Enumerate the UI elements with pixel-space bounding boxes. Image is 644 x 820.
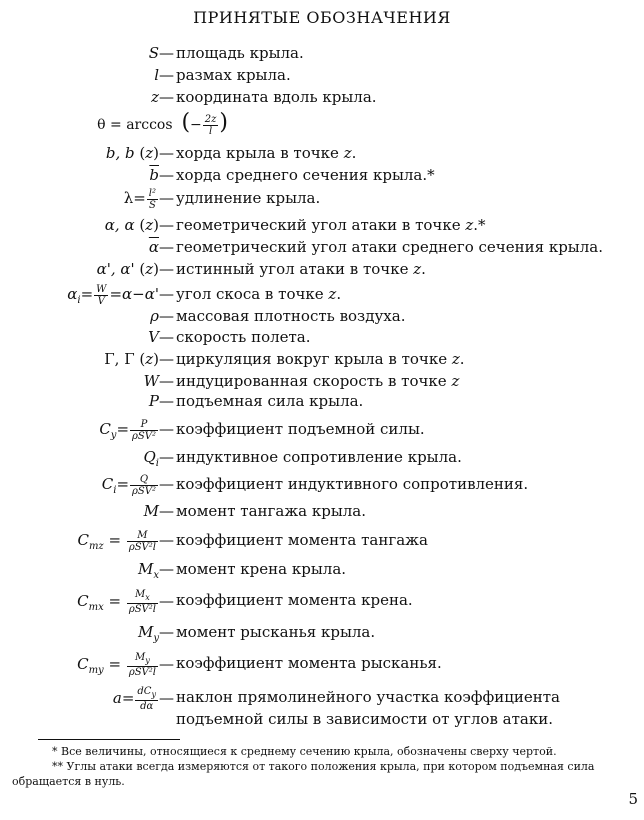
symbol: W— xyxy=(143,372,174,390)
description: индуктивное сопротивление крыла. xyxy=(176,448,462,466)
description: индуцированная скорость в точке z xyxy=(176,372,460,390)
entry-row xyxy=(0,326,644,348)
symbol: $C_i=$ $\frac{Q}{\text{ρSV²}}$ — xyxy=(101,473,174,497)
symbol: l— xyxy=(154,66,174,84)
entry-row xyxy=(0,42,644,64)
symbol: λ= $\frac{\text{l²}}{S}$ — xyxy=(123,187,174,211)
symbol: $M_y—$ xyxy=(137,623,174,644)
entry-row xyxy=(0,112,644,142)
symbol: V— xyxy=(148,328,174,346)
description: угол скоса в точке z. xyxy=(176,285,342,303)
symbol: θ = arccos (− $\frac{2z}{l}$ ) xyxy=(97,110,228,137)
symbol: z— xyxy=(151,88,174,106)
description: геометрический угол атаки среднего сечения крыла. xyxy=(176,238,603,256)
description: координата вдоль крыла. xyxy=(176,88,377,106)
entry-row xyxy=(0,418,644,440)
description: истинный угол атаки в точке z. xyxy=(176,260,426,278)
entry-row xyxy=(0,305,644,327)
entry-row xyxy=(0,64,644,86)
symbol: $\alpha_i=$ $\frac{W}{V}$ =α−α'— xyxy=(67,283,174,307)
symbol: α', α' (z)— xyxy=(96,260,174,278)
entry-row xyxy=(0,621,644,643)
footnote: * Все величины, относящиеся к среднему сечению крыла, обозначены сверху чертой. xyxy=(52,745,557,758)
description: момент тангажа крыла. xyxy=(176,502,367,520)
symbol: a= $\frac{dC_y}{d\alpha}$ — xyxy=(112,686,174,712)
entry-row xyxy=(0,258,644,280)
entry-row xyxy=(0,283,644,305)
symbol: $M_x—$ xyxy=(138,560,174,581)
symbol: $C_{mz}$ = $\frac{M}{\text{ρSV²l}}$ — xyxy=(77,529,174,553)
symbol: $\overline{b}—$ xyxy=(149,166,174,184)
entry-row xyxy=(0,214,644,236)
description: момент рысканья крыла. xyxy=(176,623,376,641)
symbol: $C_y=$ $\frac{P}{\text{ρSV²}}$ — xyxy=(99,418,174,442)
symbol: ρ— xyxy=(150,307,174,325)
symbol: $C_{mx}$ = $\frac{M_x}{\text{ρSV²l}}$ — xyxy=(77,589,174,615)
description: геометрический угол атаки в точке z.* xyxy=(176,216,486,234)
description: момент крена крыла. xyxy=(176,560,347,578)
entry-row xyxy=(0,236,644,258)
entry-row xyxy=(0,652,644,678)
entry-row xyxy=(0,446,644,468)
description: площадь крыла. xyxy=(176,44,304,62)
symbol: b, b (z)— xyxy=(105,144,174,162)
description: наклон прямолинейного участка коэффициента подъемной силы в зависимости от углов атаки. xyxy=(176,688,561,728)
footnote: ** Углы атаки всегда измеряются от такого положения крыла, при котором подъемная сила обращается в нуль. xyxy=(12,760,595,788)
symbol: $\overline{\alpha}—$ xyxy=(148,238,174,256)
description: удлинение крыла. xyxy=(176,189,321,207)
entry-row xyxy=(0,686,644,734)
entry-row xyxy=(0,473,644,495)
entry-row xyxy=(0,187,644,209)
symbol: Γ, Γ (z)— xyxy=(104,350,174,368)
description: коэффициент момента тангажа xyxy=(176,531,428,549)
symbol: $Q_i—$ xyxy=(143,448,174,469)
page-title: ПРИНЯТЫЕ ОБОЗНАЧЕНИЯ xyxy=(193,8,451,27)
entry-row xyxy=(0,370,644,392)
footnote-divider xyxy=(38,739,180,740)
symbol: α, α (z)— xyxy=(104,216,174,234)
description: хорда среднего сечения крыла.* xyxy=(176,166,435,184)
page-number: 5 xyxy=(628,790,638,808)
entry-row xyxy=(0,500,644,522)
description: массовая плотность воздуха. xyxy=(176,307,406,325)
entry-row xyxy=(0,529,644,551)
symbol: M— xyxy=(143,502,174,520)
description: коэффициент индуктивного сопротивления. xyxy=(176,475,529,493)
entry-row xyxy=(0,558,644,580)
entry-row xyxy=(0,390,644,412)
symbol: $C_{my}$ = $\frac{M_y}{\text{ρSV²l}}$ — xyxy=(77,652,174,678)
description: подъемная сила крыла. xyxy=(176,392,364,410)
description: коэффициент подъемной силы. xyxy=(176,420,425,438)
description: циркуляция вокруг крыла в точке z. xyxy=(176,350,465,368)
description: хорда крыла в точке z. xyxy=(176,144,357,162)
description: размах крыла. xyxy=(176,66,291,84)
symbol: S— xyxy=(148,44,174,62)
entry-row xyxy=(0,164,644,186)
entry-row xyxy=(0,142,644,164)
entry-row xyxy=(0,348,644,370)
entry-row xyxy=(0,589,644,615)
entry-row xyxy=(0,86,644,108)
description: коэффициент момента крена. xyxy=(176,591,413,609)
symbol: P— xyxy=(148,392,174,410)
description: коэффициент момента рысканья. xyxy=(176,654,442,672)
description: скорость полета. xyxy=(176,328,311,346)
